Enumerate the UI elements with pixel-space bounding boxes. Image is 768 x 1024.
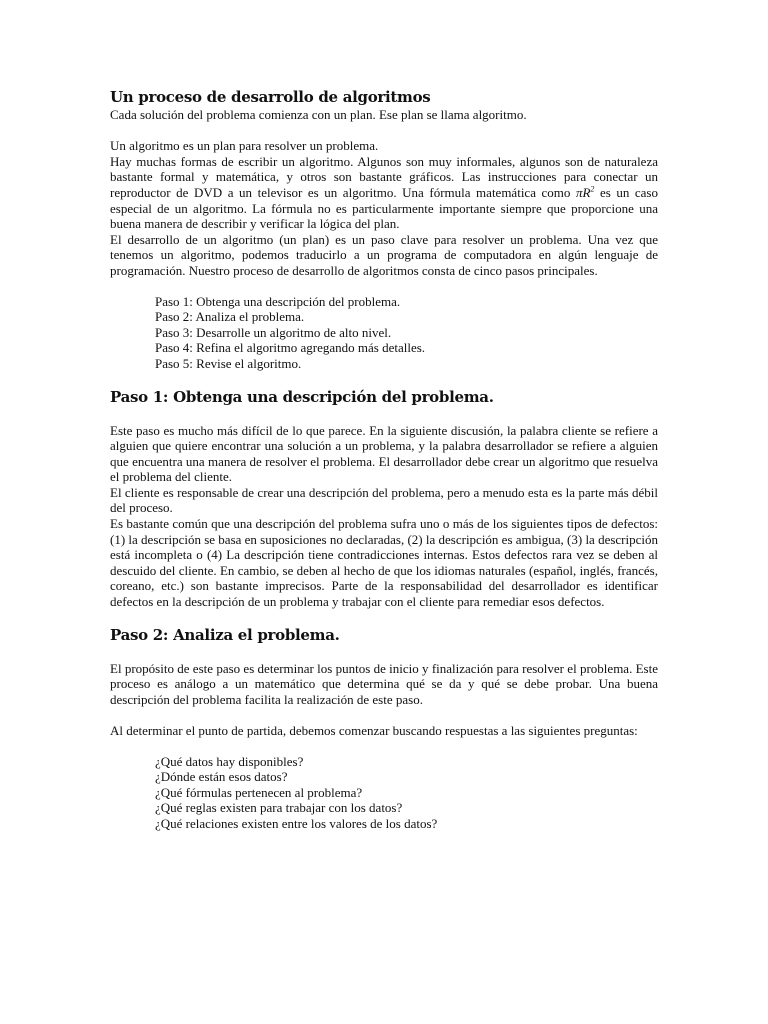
steps-list (110, 294, 658, 372)
section-title-step1: Paso 1: Obtenga una descripción del problema. (110, 387, 494, 406)
spacer (110, 707, 658, 723)
step2-paragraph-2: Al determinar el punto de partida, debemos comenzar buscando respuestas a las siguientes preguntas: (110, 723, 638, 738)
step1-paragraph-3: Es bastante común que una descripción del problema sufra uno o más de los siguientes tipos de defectos: (1) la descripción se basa en suposiciones no declaradas, (2) la descripción es ambigua, (3) la descripción está incompleta o (4) La descripción tiene contradicciones internas. Estos defectos rara vez se deben al descuido del cliente. En cambio, se deben al hecho de que los idiomas naturales (español, inglés, francés, coreano, etc.) son bastante imprecisos. Parte de la responsabilidad del desarrollador es identificar defectos en la descripción de un problema y trabajar con el cliente para remediar esos defectos. (110, 516, 658, 610)
formula (576, 185, 594, 200)
intro-paragraph-2: Un algoritmo es un plan para resolver un problema. (110, 138, 379, 154)
formula-exponent: 2 (590, 184, 595, 194)
steps-list-item: Paso 4: Refina el algoritmo agregando más detalles. (155, 340, 426, 356)
step1-paragraph-1: Este paso es mucho más difícil de lo que parece. En la siguiente discusión, la palabra cliente se refiere a alguien que quiere encontrar una solución a un problema, y la palabra desarrollador se refiere a alguien que encuentra una manera de resolver el problema. El desarrollador debe crear un algoritmo que resuelva el problema del cliente. (110, 422, 658, 485)
question-item: ¿Dónde están esos datos? (155, 769, 288, 785)
step2-paragraph-1: El propósito de este paso es determinar los puntos de inicio y finalización para resolver el problema. Este proceso es análogo a un matemático que determina qué se da y qué se debe probar. Una buena descripción del problema facilita la realización de este paso. (110, 660, 658, 707)
section-title-step2: Paso 2: Analiza el problema. (110, 625, 340, 644)
steps-list-item: Paso 3: Desarrolle un algoritmo de alto nivel. (155, 324, 392, 340)
document-body (110, 88, 658, 832)
question-item: ¿Qué reglas existen para trabajar con los datos? (155, 800, 403, 816)
questions-list (110, 754, 658, 832)
section-title-intro: Un proceso de desarrollo de algoritmos (110, 88, 431, 106)
question-item: ¿Qué datos hay disponibles? (155, 753, 304, 769)
intro-paragraph-3 (110, 154, 658, 232)
question-item: ¿Qué relaciones existen entre los valores de los datos? (155, 815, 438, 831)
spacer (110, 123, 658, 139)
formula-base: πR (575, 184, 591, 200)
step1-paragraph-2: El cliente es responsable de crear una descripción del problema, pero a menudo esta es la parte más débil del proceso. (110, 484, 658, 516)
intro-paragraph-1: Cada solución del problema comienza con un plan. Ese plan se llama algoritmo. (110, 107, 527, 122)
steps-list-item: Paso 5: Revise el algoritmo. (155, 355, 302, 371)
question-item: ¿Qué fórmulas pertenecen al problema? (155, 784, 363, 800)
intro-paragraph-3-start: Hay muchas formas de escribir un algoritmo. Algunos son muy informales, algunos son de naturaleza bastante formal y matemática, y otros son bastante gráficos. Las instrucciones para conectar un reproductor de DVD a un televisor es un algoritmo. Una fórmula matemática como (110, 153, 658, 200)
intro-paragraph-3-end: es un caso especial de un algoritmo. La fórmula no es particularmente importante siempre que proporcione una buena manera de describir y verificar la lógica del plan. (110, 184, 658, 232)
intro-paragraph-4: El desarrollo de un algoritmo (un plan) es un paso clave para resolver un problema. Una vez que tenemos un algoritmo, podemos traducirlo a un programa de computadora en algún lenguaje de programación. Nuestro proceso de desarrollo de algoritmos consta de cinco pasos principales. (110, 231, 658, 278)
steps-list-item: Paso 2: Analiza el problema. (155, 309, 305, 325)
steps-list-item: Paso 1: Obtenga una descripción del problema. (155, 293, 401, 309)
